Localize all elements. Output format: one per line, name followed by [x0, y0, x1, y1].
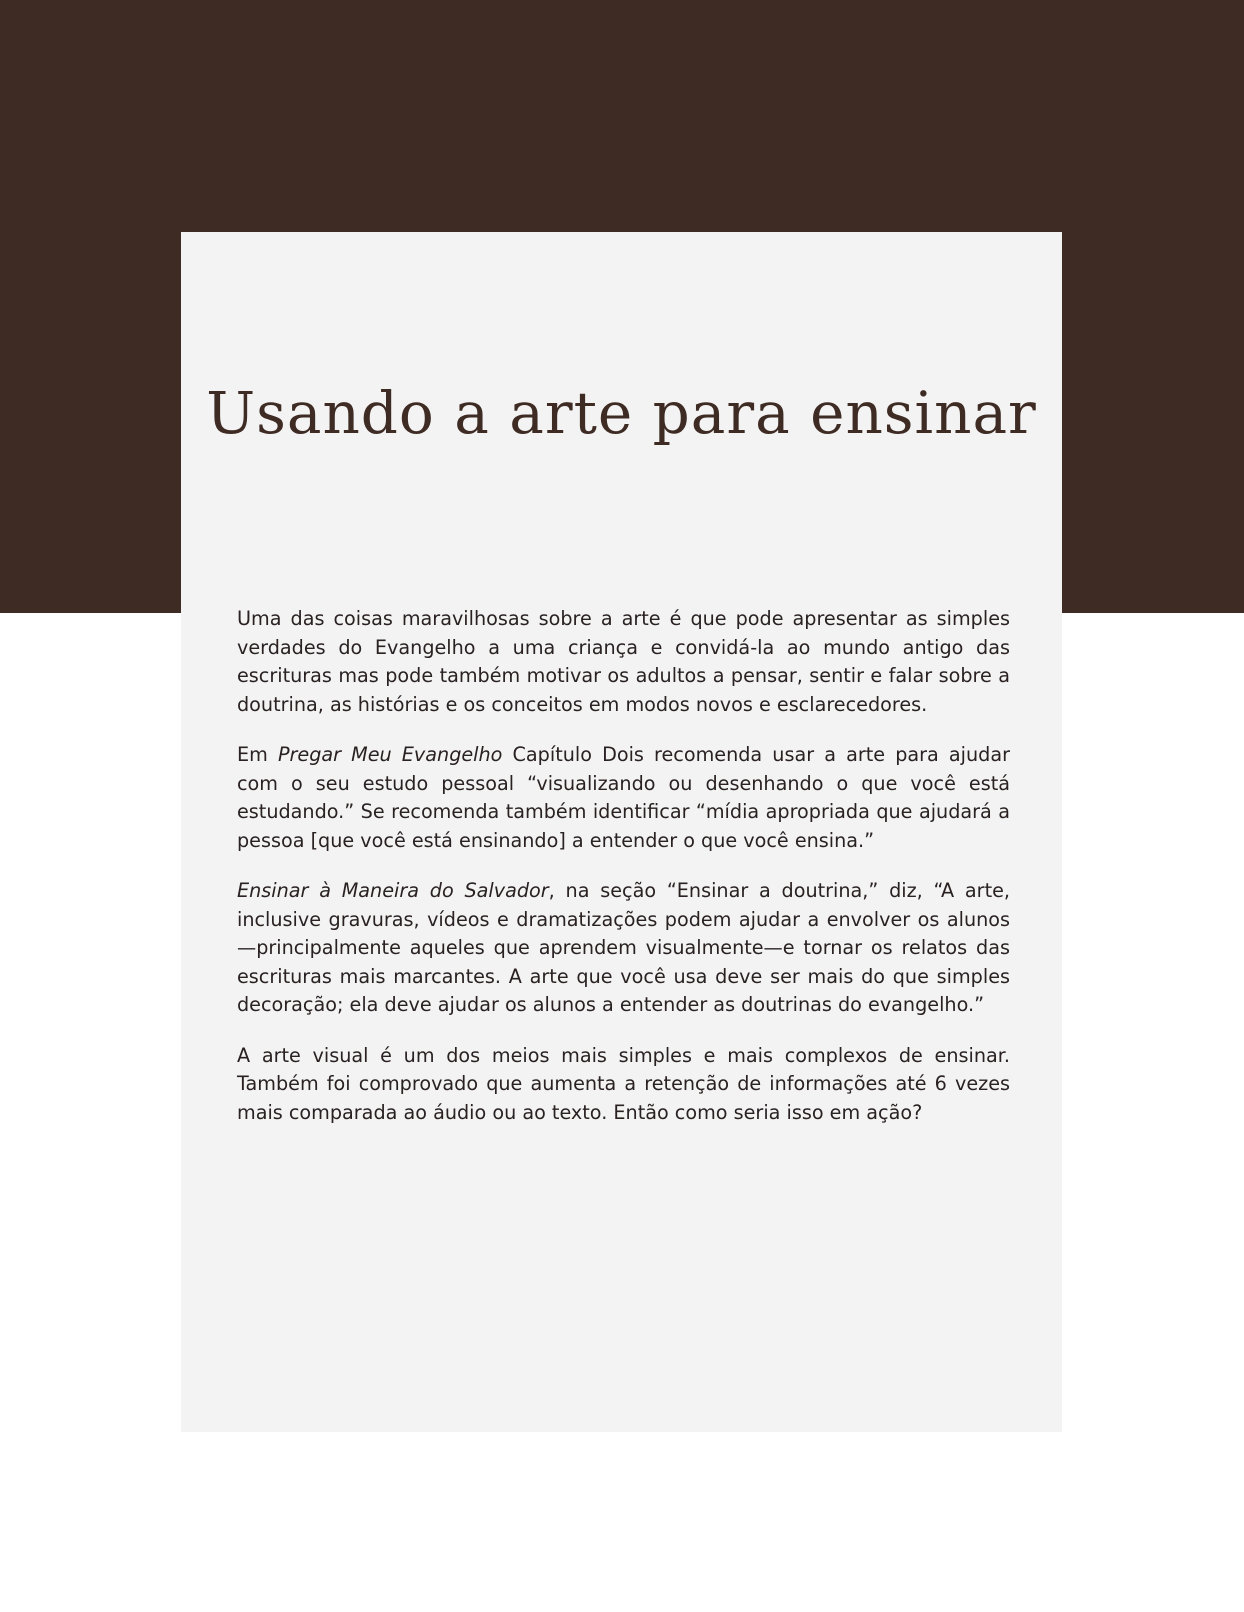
book-title-pregar-meu-evangelho: Pregar Meu Evangelho — [277, 743, 503, 766]
article-body — [237, 605, 1010, 1149]
paragraph-3 — [237, 877, 1010, 1020]
page-title: Usando a arte para ensinar — [206, 379, 1037, 447]
content-card — [181, 232, 1062, 1432]
paragraph-3-text: , na seção “Ensinar a doutrina,” diz, “A arte, inclusive gravuras, vídeos e dramatizações podem ajudar a envolver os alunos—principalmente aqueles que aprendem visualmente—e tornar os relatos das escrituras mais marcantes. A arte que você usa deve ser mais do que simples decoração; ela deve ajudar os alunos a entender as doutrinas do evangelho.” — [237, 879, 1010, 1016]
paragraph-2-text: Capítulo Dois recomenda usar a arte para ajudar com o seu estudo pessoal “visualizando ou desenhando o que você está estudando.” Se recomenda também identificar “mídia apropriada que ajudará a pessoa [que você está ensinando] a entender o que você ensina.” — [237, 743, 1010, 852]
paragraph-4: A arte visual é um dos meios mais simples e mais complexos de ensinar. Também foi comprovado que aumenta a retenção de informações até 6 vezes mais comparada ao áudio ou ao texto. Então como seria isso em ação? — [237, 1043, 1010, 1124]
paragraph-2-prefix: Em — [237, 743, 278, 766]
book-title-ensinar-a-maneira-do-salvador: Ensinar à Maneira do Salvador — [237, 879, 549, 902]
paragraph-1: Uma das coisas maravilhosas sobre a arte é que pode apresentar as simples verdades do Evangelho a uma criança e convidá-la ao mundo antigo das escrituras mas pode também motivar os adultos a pensar, sentir e falar sobre a doutrina, as histórias e os conceitos em modos novos e esclarecedores. — [237, 607, 1010, 716]
paragraph-2 — [237, 741, 1010, 855]
